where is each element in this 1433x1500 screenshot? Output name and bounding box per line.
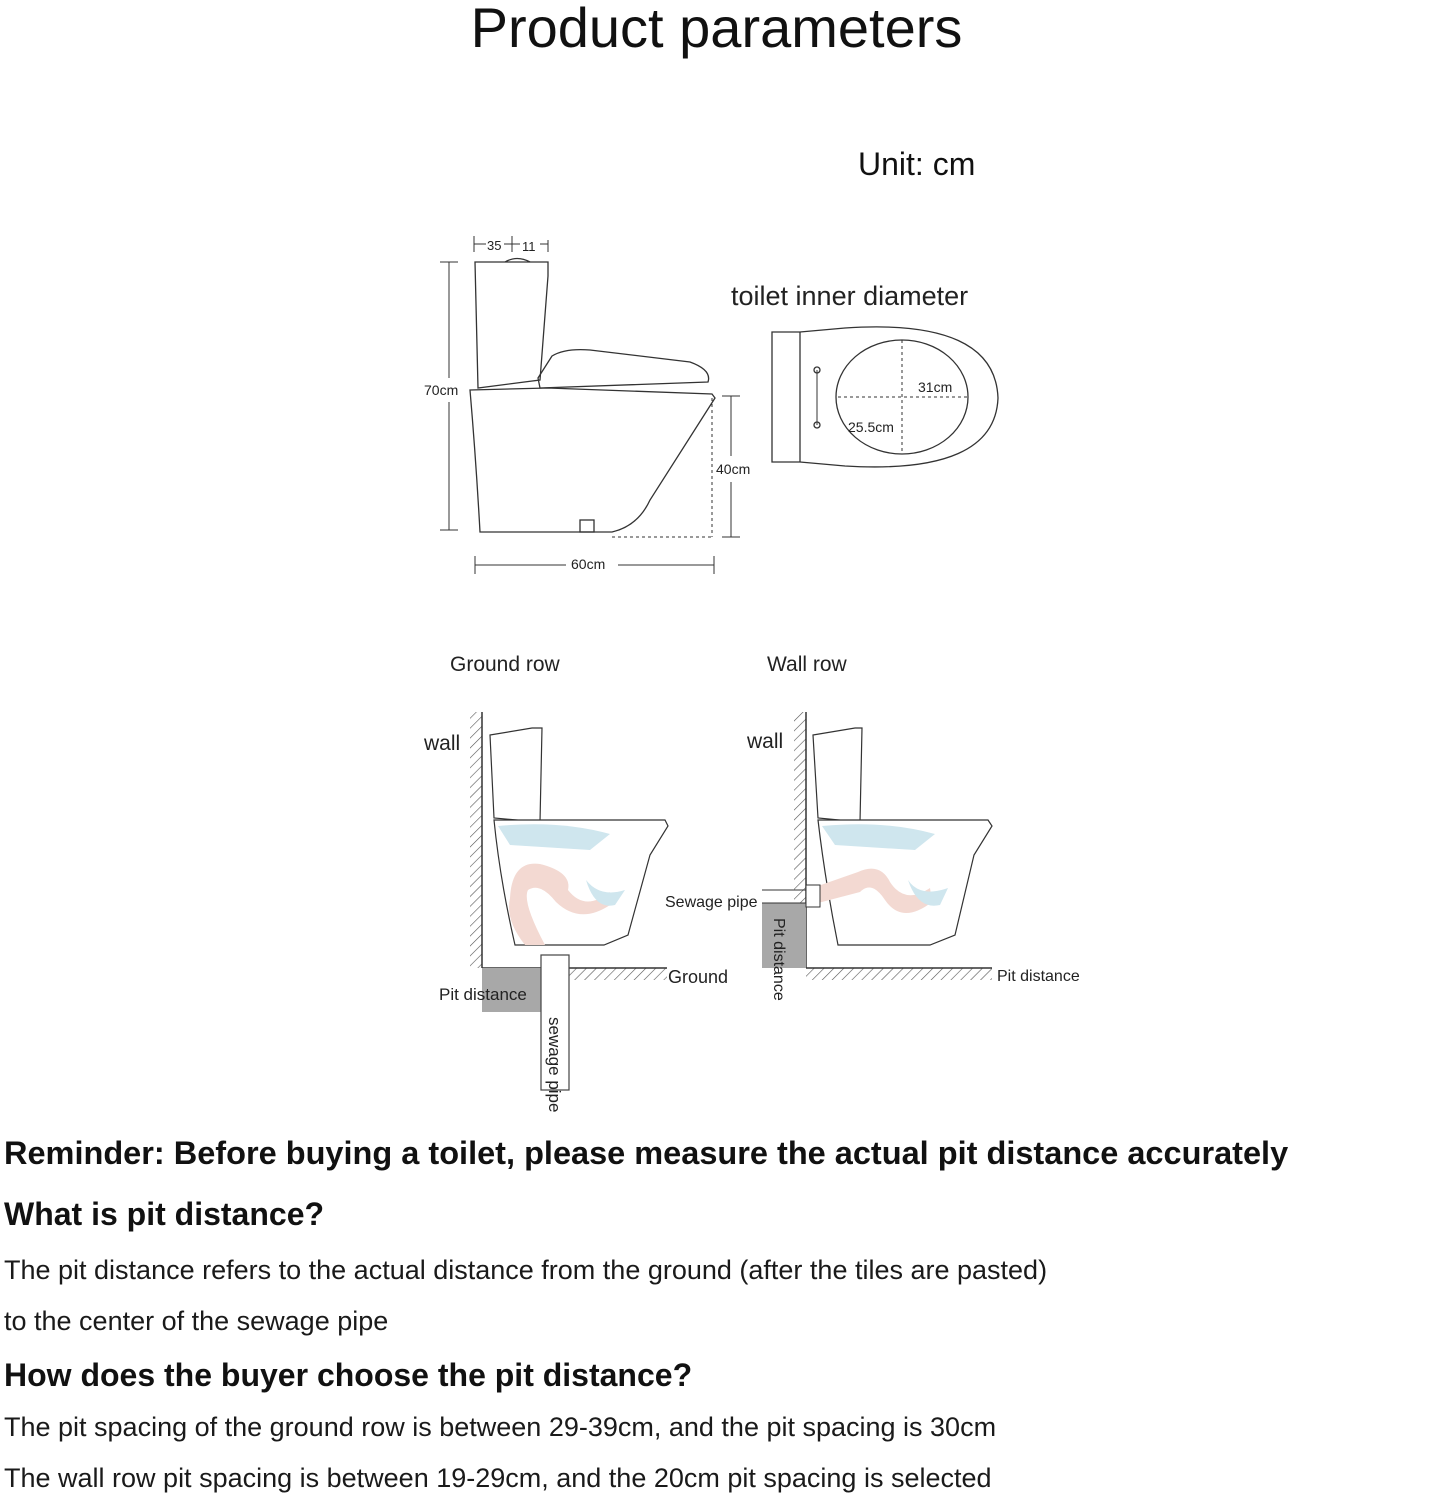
wall-pit-distance-vertical-label: Pit distance <box>770 918 787 1001</box>
wall-sewage-pipe-label: Sewage pipe <box>665 894 758 911</box>
ground-pit-distance-label: Pit distance <box>439 985 527 1004</box>
answer-pit-distance-line1: The pit distance refers to the actual distance from the ground (after the tiles are pasted) <box>4 1255 1048 1285</box>
ground-row-title: Ground row <box>450 653 560 676</box>
top-view-seat <box>772 327 998 467</box>
dim-total-height: 70cm <box>424 382 459 398</box>
answer-pit-distance-line2: to the center of the sewage pipe <box>4 1306 389 1336</box>
page-title: Product parameters <box>470 0 963 59</box>
inner-depth: 25.5cm <box>848 419 894 435</box>
dim-tank-offset: 11 <box>522 239 536 254</box>
wall-pit-distance-label: Pit distance <box>997 968 1080 985</box>
question-pit-distance: What is pit distance? <box>4 1196 325 1232</box>
wall-row-wall-label: wall <box>747 730 784 753</box>
wall-row-toilet <box>806 728 992 945</box>
side-view-toilet <box>470 259 715 533</box>
dimension-lines <box>440 236 740 574</box>
wall-row-title: Wall row <box>767 653 847 676</box>
ground-sewage-pipe-label: sewage pipe <box>545 1017 564 1113</box>
question-choose-pit-distance: How does the buyer choose the pit distance? <box>4 1357 693 1393</box>
dim-seat-height: 40cm <box>716 461 751 477</box>
answer-choose-line2: The wall row pit spacing is between 19-29cm, and the 20cm pit spacing is selected <box>4 1463 992 1493</box>
ground-row-wall-label: wall <box>424 732 461 755</box>
ground-label: Ground <box>668 967 729 987</box>
reminder-text: Reminder: Before buying a toilet, please measure the actual pit distance accurately <box>4 1135 1289 1171</box>
inner-width: 31cm <box>918 379 953 395</box>
answer-choose-line1: The pit spacing of the ground row is between 29-39cm, and the pit spacing is 30cm <box>4 1412 997 1442</box>
dim-tank-depth: 35 <box>487 238 502 253</box>
dim-length: 60cm <box>571 556 606 572</box>
unit-label: Unit: cm <box>858 146 976 182</box>
inner-diameter-label: toilet inner diameter <box>731 281 969 311</box>
ground-row-toilet <box>490 728 668 945</box>
